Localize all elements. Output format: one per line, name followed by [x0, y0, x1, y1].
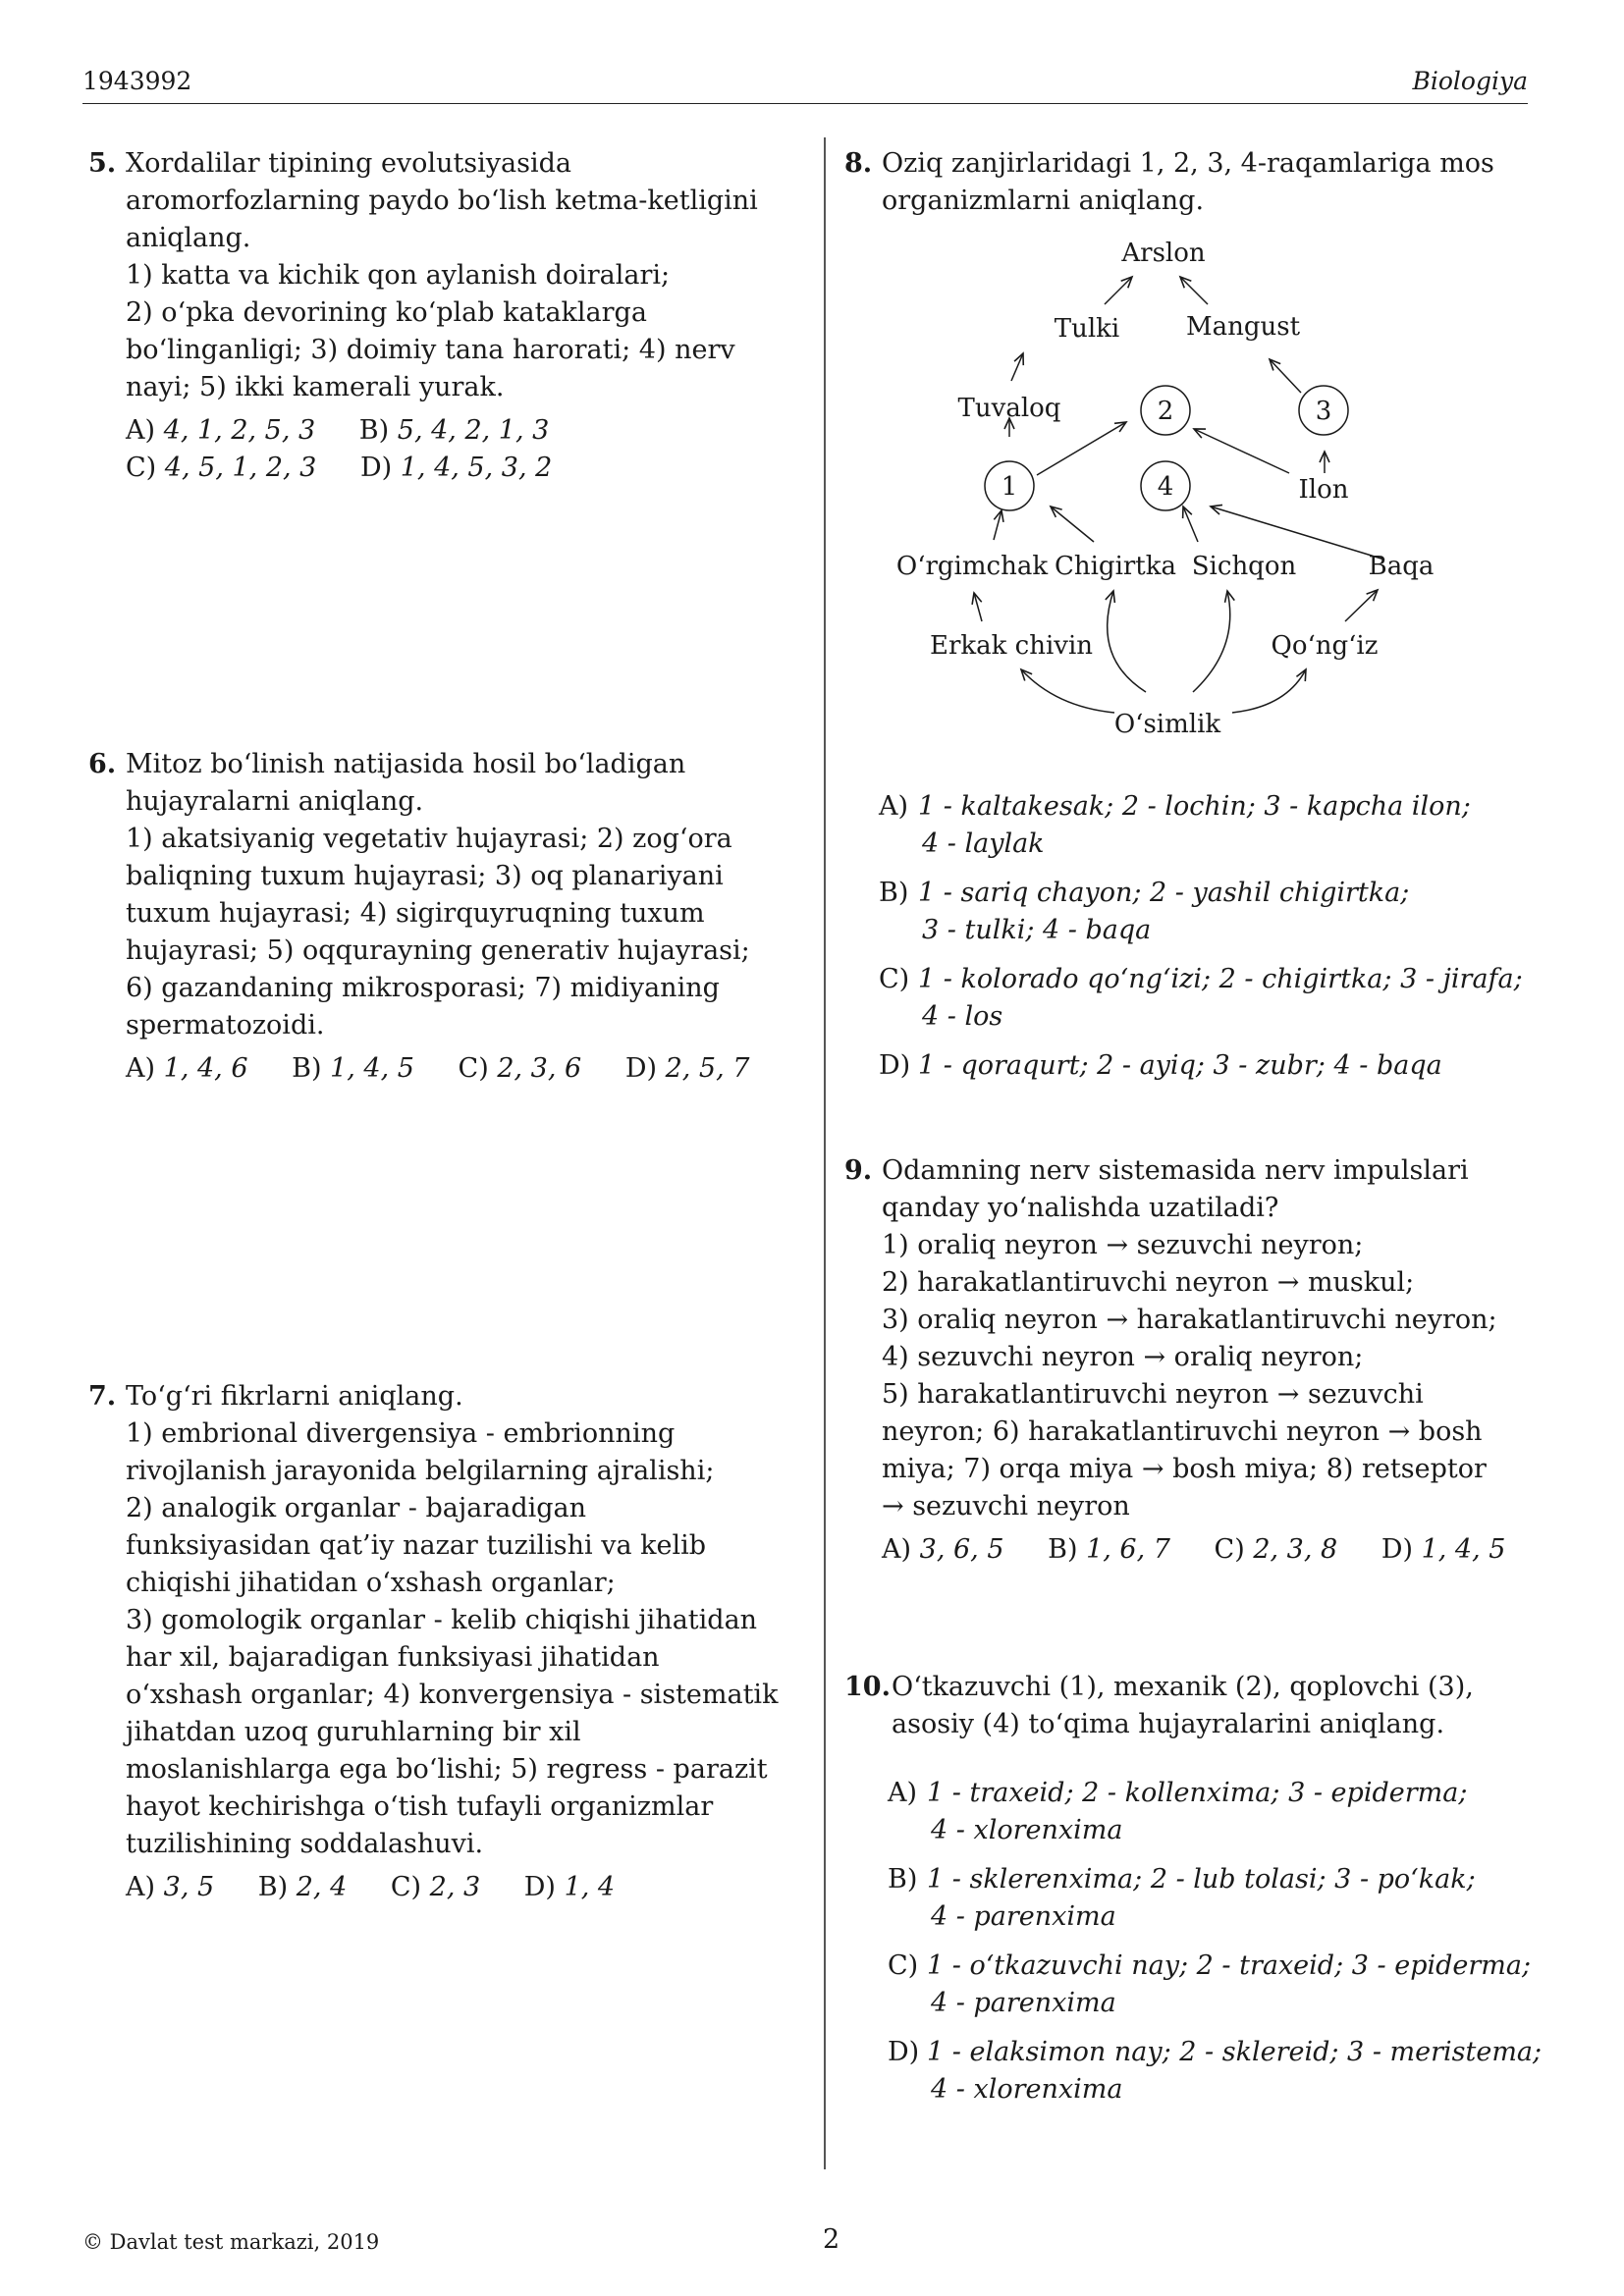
node-label-3: 3	[1315, 397, 1332, 426]
answer-value: 1 - qoraqurt; 2 - ayiq; 3 - zubr; 4 - baqa	[918, 1050, 1442, 1081]
answer-option-a[interactable]	[126, 1053, 248, 1084]
answer-label: C)	[1214, 1534, 1245, 1565]
question-6	[88, 746, 795, 1088]
question-number: 7.	[88, 1381, 117, 1412]
subject-title: Biologiya	[1412, 67, 1528, 95]
answer-option-b[interactable]	[359, 415, 550, 446]
question-text: To‘g‘ri fikrlarni aniqlang.	[126, 1381, 463, 1412]
answer-option-c[interactable]	[391, 1872, 480, 1902]
node-label-ilon: Ilon	[1298, 475, 1349, 505]
question-10-answers	[888, 1775, 1575, 2120]
answer-value: 1, 4	[564, 1872, 616, 1902]
answer-label: B)	[358, 415, 390, 446]
question-text: neyron; 6) harakatlantiruvchi neyron → bosh	[882, 1416, 1483, 1447]
answer-option-a[interactable]	[882, 1534, 1004, 1565]
food-web-arrow	[994, 510, 1001, 540]
question-text: har xil, bajaradigan funksiyasi jihatidan	[126, 1642, 660, 1673]
answer-value: 2, 4	[296, 1872, 348, 1902]
food-web-arrow	[1011, 353, 1023, 381]
question-text: hujayralarni aniqlang.	[126, 786, 424, 817]
question-text: → sezuvchi neyron	[882, 1491, 1130, 1522]
question-text: 3) oraliq neyron → harakatlantiruvchi neyron;	[882, 1305, 1497, 1335]
answer-label: D)	[359, 453, 393, 483]
question-text: 6) gazandaning mikrosporasi; 7) midiyaning	[126, 973, 720, 1003]
node-label-2: 2	[1157, 397, 1174, 426]
question-text: rivojlanish jarayonida belgilarning ajralishi;	[126, 1456, 715, 1486]
answer-option-a[interactable]	[126, 415, 315, 446]
question-8	[844, 145, 1551, 220]
question-text: qanday yo‘nalishda uzatiladi?	[882, 1193, 1279, 1223]
answer-label: B)	[292, 1053, 322, 1084]
answer-option-d[interactable]	[360, 453, 552, 483]
answer-value: 1, 4, 5	[1421, 1534, 1506, 1565]
answer-value: 4, 5, 1, 2, 3	[164, 453, 317, 483]
question-7	[88, 1378, 795, 1906]
question-text: 4) sezuvchi neyron → oraliq neyron;	[882, 1342, 1364, 1372]
answer-value: 1, 4, 6	[163, 1053, 248, 1084]
answer-label: C)	[458, 1053, 489, 1084]
answer-value: 4 - laylak	[922, 828, 1045, 859]
answer-label: A)	[882, 1534, 912, 1565]
question-text: aniqlang.	[126, 223, 251, 253]
answer-option-c[interactable]	[126, 453, 316, 483]
answer-option-c[interactable]	[888, 1948, 1575, 2022]
answer-row	[882, 1531, 1551, 1569]
answer-label: C)	[888, 1950, 919, 1981]
node-label-orgimchak: O‘rgimchak	[895, 552, 1049, 581]
answer-value: 3, 5	[163, 1872, 215, 1902]
question-text: nayi; 5) ikki kamerali yurak.	[126, 372, 505, 402]
question-number: 8.	[844, 148, 873, 179]
answer-row	[126, 1869, 795, 1906]
node-label-tuvaloq: Tuvaloq	[957, 394, 1061, 423]
answer-value: 1, 4, 5, 3, 2	[400, 453, 553, 483]
answer-option-a[interactable]	[888, 1775, 1575, 1849]
answer-value: 1 - traxeid; 2 - kollenxima; 3 - epiderma;	[927, 1778, 1468, 1808]
food-web-diagram	[864, 226, 1492, 746]
question-text: 1) akatsiyanig vegetativ hujayrasi; 2) zog‘ora	[126, 824, 732, 854]
answer-value: 5, 4, 2, 1, 3	[397, 415, 550, 446]
answer-label: A)	[126, 1053, 156, 1084]
food-web-arrow	[1345, 590, 1378, 621]
column-divider	[824, 137, 826, 2169]
node-label-tulki: Tulki	[1054, 314, 1120, 344]
node-label-qongiz: Qo‘ng‘iz	[1271, 631, 1379, 661]
question-text: spermatozoidi.	[126, 1010, 325, 1041]
answer-value: 2, 3, 8	[1253, 1534, 1338, 1565]
answer-label: B)	[1048, 1534, 1078, 1565]
answer-value: 1, 6, 7	[1086, 1534, 1170, 1565]
node-label-osimlik: O‘simlik	[1113, 710, 1221, 739]
answer-row	[126, 450, 795, 487]
food-web-arrow	[1193, 591, 1230, 692]
node-label-4: 4	[1157, 472, 1174, 502]
copyright-footer: © Davlat test markazi, 2019	[82, 2230, 380, 2254]
question-text: funksiyasidan qat’iy nazar tuzilishi va kelib	[126, 1530, 707, 1561]
food-web-arrow	[1180, 277, 1208, 304]
node-label-erkak-chivin: Erkak chivin	[929, 631, 1094, 661]
answer-value: 1, 4, 5	[330, 1053, 414, 1084]
answer-option-b[interactable]	[258, 1872, 348, 1902]
answer-value: 3, 6, 5	[919, 1534, 1004, 1565]
question-text: o‘xshash organlar; 4) konvergensiya - sistematik	[126, 1680, 779, 1710]
answer-option-d[interactable]	[625, 1053, 750, 1084]
answer-value: 2, 3	[429, 1872, 481, 1902]
answer-label: A)	[888, 1778, 918, 1808]
question-text: bo‘linganligi; 3) doimiy tana harorati; 4) nerv	[126, 335, 735, 365]
food-web-arrow	[1270, 359, 1301, 393]
answer-option-d[interactable]	[888, 2034, 1575, 2109]
food-web-arrow	[1051, 507, 1094, 542]
question-text: miya; 7) orqa miya → bosh miya; 8) retseptor	[882, 1454, 1487, 1484]
answer-value: 1 - sariq chayon; 2 - yashil chigirtka;	[918, 878, 1410, 908]
answer-value: 3 - tulki; 4 - baqa	[922, 915, 1152, 945]
question-text: 1) katta va kichik qon aylanish doiralari;	[126, 260, 671, 291]
question-text: aromorfozlarning paydo bo‘lish ketma-ketligini	[126, 186, 758, 216]
answer-option-b[interactable]	[292, 1053, 414, 1084]
question-text: tuxum hujayrasi; 4) sigirquyruqning tuxum	[126, 898, 705, 929]
question-text: chiqishi jihatidan o‘xshash organlar;	[126, 1568, 616, 1598]
answer-value: 2, 3, 6	[497, 1053, 582, 1084]
answer-option-a[interactable]	[126, 1872, 214, 1902]
answer-option-d[interactable]	[879, 1047, 1566, 1085]
node-label-arslon: Arslon	[1121, 239, 1206, 268]
answer-label: C)	[390, 1872, 422, 1902]
answer-label: C)	[879, 964, 910, 994]
answer-label: A)	[879, 791, 909, 822]
answer-value: 1 - kaltakesak; 2 - lochin; 3 - kapcha ilon;	[918, 791, 1471, 822]
food-web-arrow	[1105, 277, 1132, 304]
question-number: 6.	[88, 749, 117, 779]
food-web-arrow	[1021, 669, 1114, 713]
answer-label: D)	[888, 2037, 920, 2067]
answer-label: A)	[126, 1872, 156, 1902]
question-text: 2) analogik organlar - bajaradigan	[126, 1493, 587, 1523]
node-label-chigirtka: Chigirtka	[1054, 552, 1177, 581]
answer-option-b[interactable]	[888, 1861, 1575, 1936]
answer-option-b[interactable]	[1048, 1534, 1170, 1565]
question-number: 9.	[844, 1155, 873, 1186]
answer-value: 1 - sklerenxima; 2 - lub tolasi; 3 - po‘kak;	[927, 1864, 1476, 1895]
question-text: 2) o‘pka devorining ko‘plab kataklarga	[126, 297, 647, 328]
food-web-arrow	[1183, 507, 1198, 542]
answer-option-c[interactable]	[1215, 1534, 1338, 1565]
header-rule	[82, 103, 1528, 104]
question-number: 10.	[844, 1672, 891, 1702]
answer-label: B)	[888, 1864, 918, 1895]
answer-row	[126, 412, 795, 450]
question-text: hujayrasi; 5) oqqurayning generativ hujayrasi;	[126, 935, 750, 966]
answer-value: 4 - parenxima	[931, 1901, 1116, 1932]
question-text: 1) embrional divergensiya - embrionning	[126, 1418, 676, 1449]
node-label-1: 1	[1001, 472, 1018, 502]
food-web-arrow	[1232, 669, 1306, 713]
answer-label: D)	[1380, 1534, 1413, 1565]
question-number: 5.	[88, 148, 117, 179]
answer-value: 4 - parenxima	[931, 1988, 1116, 2018]
answer-option-a[interactable]	[879, 788, 1566, 863]
answer-label: D)	[523, 1872, 556, 1902]
food-web-arrow	[974, 593, 982, 621]
food-web-arrow	[1037, 422, 1126, 475]
node-label-baqa: Baqa	[1368, 552, 1435, 581]
answer-value: 2, 5, 7	[665, 1053, 750, 1084]
answer-label: A)	[126, 415, 156, 446]
answer-value: 1 - elaksimon nay; 2 - sklereid; 3 - meristema;	[927, 2037, 1543, 2067]
answer-label: C)	[126, 453, 157, 483]
node-label-sichqon: Sichqon	[1191, 552, 1297, 581]
question-text: Odamning nerv sistemasida nerv impulslari	[882, 1155, 1469, 1186]
node-label-mangust: Mangust	[1185, 312, 1301, 342]
question-text: 1) oraliq neyron → sezuvchi neyron;	[882, 1230, 1364, 1260]
question-text: 5) harakatlantiruvchi neyron → sezuvchi	[882, 1379, 1424, 1410]
question-10	[844, 1669, 1551, 1743]
question-8-answers	[879, 788, 1566, 1096]
answer-option-c[interactable]	[459, 1053, 582, 1084]
answer-value: 4, 1, 2, 5, 3	[163, 415, 316, 446]
question-text: moslanishlarga ega bo‘lishi; 5) regress - parazit	[126, 1754, 768, 1785]
answer-label: B)	[257, 1872, 289, 1902]
answer-option-c[interactable]	[879, 961, 1566, 1036]
answer-label: D)	[624, 1053, 657, 1084]
answer-value: 4 - los	[922, 1001, 1003, 1032]
question-text: 2) harakatlantiruvchi neyron → muskul;	[882, 1267, 1415, 1298]
answer-value: 1 - o‘tkazuvchi nay; 2 - traxeid; 3 - epiderma;	[927, 1950, 1532, 1981]
food-web-arrow	[1194, 429, 1289, 473]
question-text: organizmlarni aniqlang.	[882, 186, 1205, 216]
answer-value: 4 - xlorenxima	[931, 1815, 1123, 1845]
question-5	[88, 145, 795, 487]
question-text: asosiy (4) to‘qima hujayralarini aniqlang.	[892, 1709, 1445, 1739]
food-web-arrow	[1108, 591, 1146, 692]
question-text: Oziq zanjirlaridagi 1, 2, 3, 4-raqamlariga mos	[882, 148, 1494, 179]
answer-label: D)	[879, 1050, 911, 1081]
question-text: tuzilishining soddalashuvi.	[126, 1829, 484, 1859]
answer-option-b[interactable]	[879, 875, 1566, 949]
question-text: Mitoz bo‘linish natijasida hosil bo‘ladigan	[126, 749, 686, 779]
question-text: jihatdan uzoq guruhlarning bir xil	[126, 1717, 581, 1747]
answer-option-d[interactable]	[1381, 1534, 1506, 1565]
document-id: 1943992	[82, 67, 192, 95]
question-9	[844, 1152, 1551, 1569]
answer-label: B)	[879, 878, 909, 908]
question-text: hayot kechirishga o‘tish tufayli organizmlar	[126, 1791, 714, 1822]
answer-row	[126, 1050, 795, 1088]
question-text: baliqning tuxum hujayrasi; 3) oq planariyani	[126, 861, 724, 891]
question-text: 3) gomologik organlar - kelib chiqishi jihatidan	[126, 1605, 758, 1635]
answer-option-d[interactable]	[524, 1872, 615, 1902]
question-text: O‘tkazuvchi (1), mexanik (2), qoplovchi (3),	[892, 1672, 1474, 1702]
answer-value: 4 - xlorenxima	[931, 2074, 1123, 2105]
question-text: Xordalilar tipining evolutsiyasida	[126, 148, 572, 179]
page-number: 2	[823, 2224, 840, 2255]
answer-value: 1 - kolorado qo‘ng‘izi; 2 - chigirtka; 3 - jirafa;	[918, 964, 1523, 994]
